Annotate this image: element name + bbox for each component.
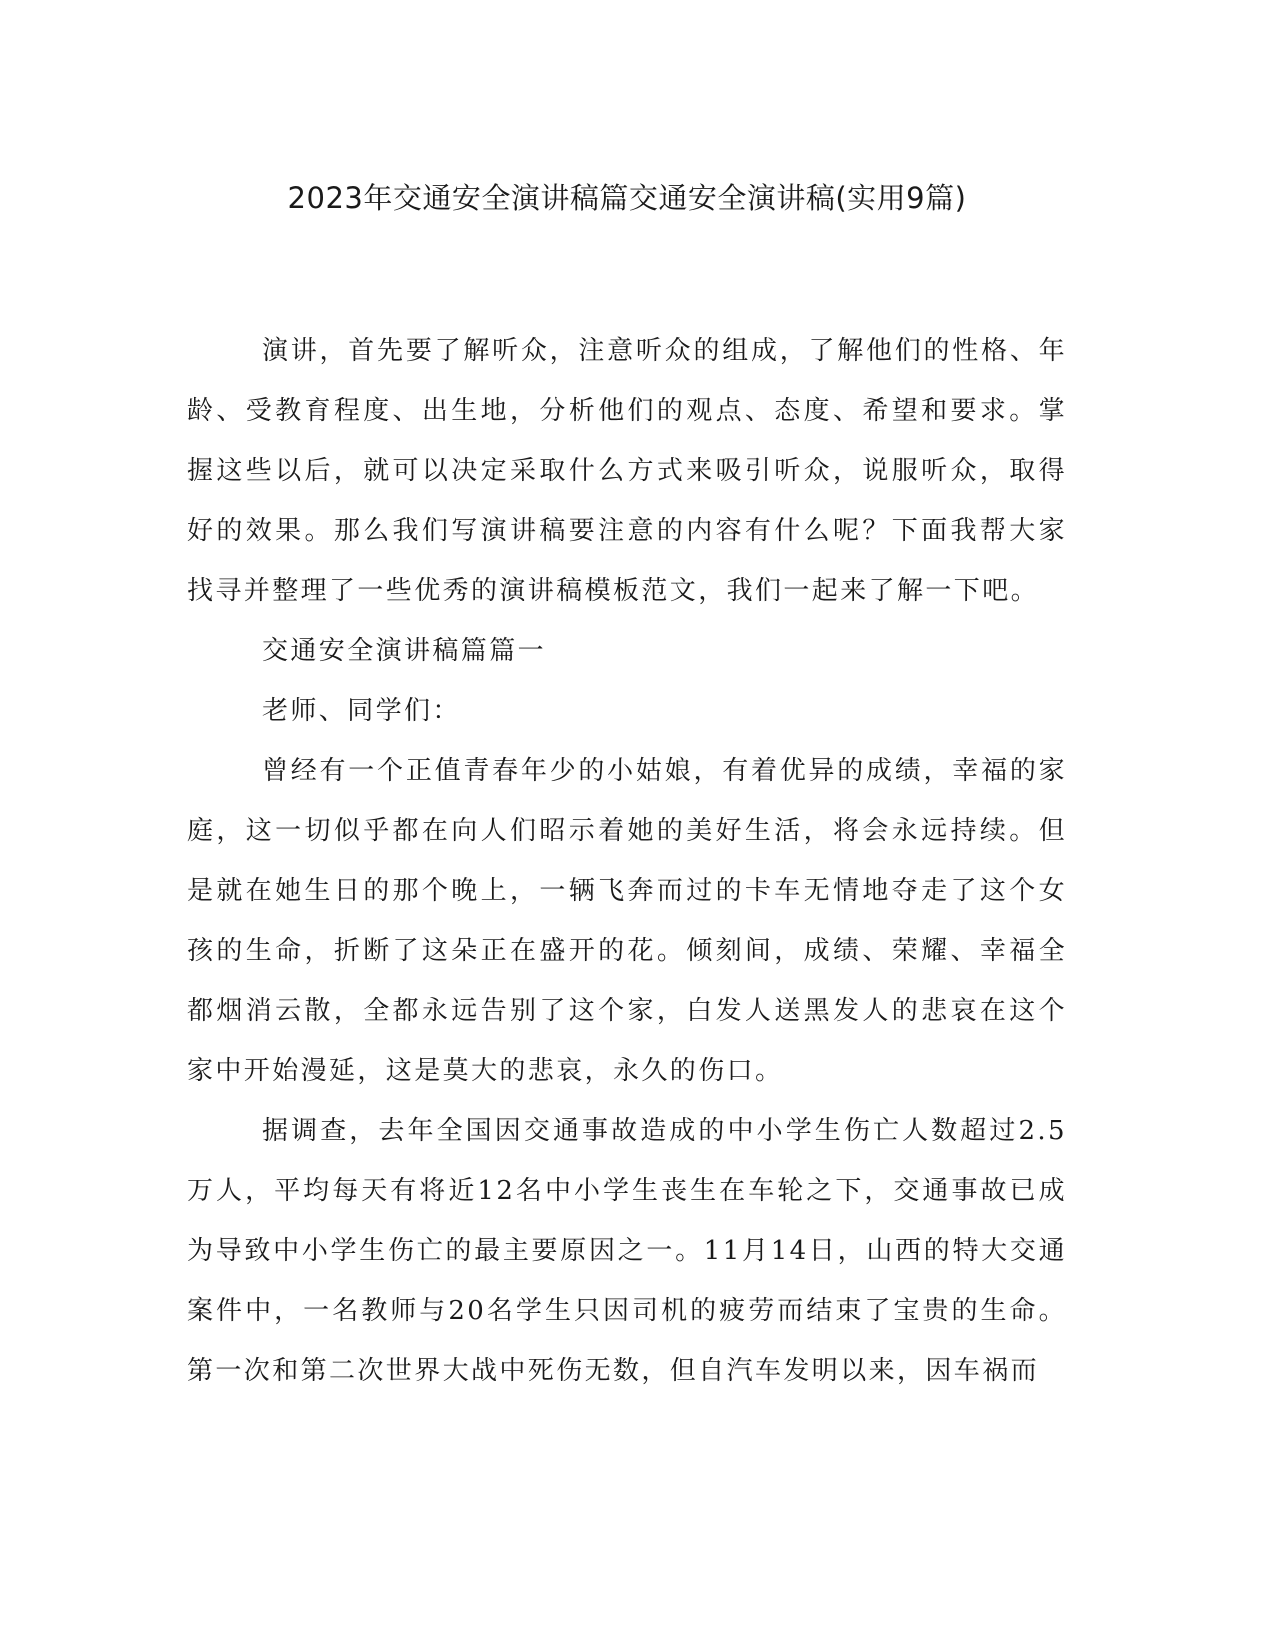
- story-paragraph: 曾经有一个正值青春年少的小姑娘，有着优异的成绩，幸福的家庭，这一切似乎都在向人们昭示着她的美好生活，将会永远持续。但是就在她生日的那个晚上，一辆飞奔而过的卡车无情地夺走了这个女孩的生命，折断了这朵正在盛开的花。倾刻间，成绩、荣耀、幸福全都烟消云散，全都永远告别了这个家，白发人送黑发人的悲哀在这个家中开始漫延，这是莫大的悲哀，永久的伤口。: [187, 756, 1067, 1086]
- salutation: 老师、同学们：: [262, 696, 461, 726]
- page-title: 2023年交通安全演讲稿篇交通安全演讲稿(实用9篇): [287, 181, 967, 215]
- intro-paragraph: 演讲，首先要了解听众，注意听众的组成，了解他们的性格、年龄、受教育程度、出生地，分析他们的观点、态度、希望和要求。掌握这些以后，就可以决定采取什么方式来吸引听众，说服听众，取得好的效果。那么我们写演讲稿要注意的内容有什么呢？下面我帮大家找寻并整理了一些优秀的演讲稿模板范文，我们一起来了解一下吧。: [187, 336, 1067, 606]
- statistics-paragraph: 据调查，去年全国因交通事故造成的中小学生伤亡人数超过2.5万人，平均每天有将近12名中小学生丧生在车轮之下，交通事故已成为导致中小学生伤亡的最主要原因之一。11月14日，山西的特大交通案件中，一名教师与20名学生只因司机的疲劳而结束了宝贵的生命。第一次和第二次世界大战中死伤无数，但自汽车发明以来，因车祸而: [187, 1116, 1067, 1386]
- section-heading: 交通安全演讲稿篇篇一: [262, 636, 547, 666]
- document-body: [187, 321, 1067, 1401]
